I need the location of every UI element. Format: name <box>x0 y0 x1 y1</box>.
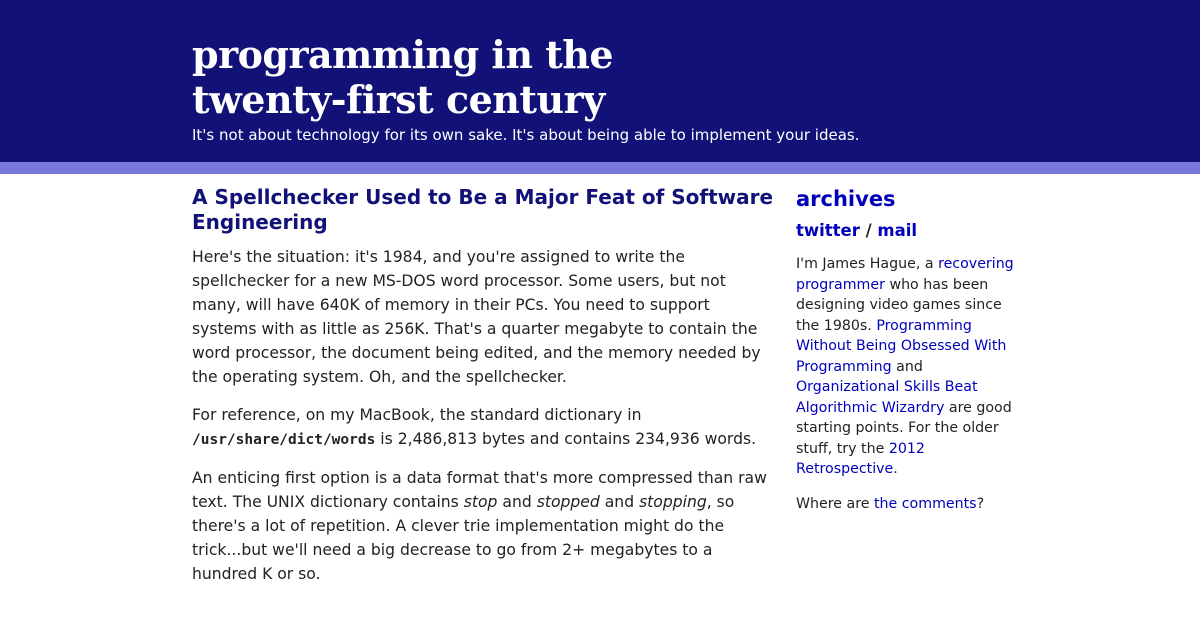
header-stripe <box>0 162 1200 174</box>
paragraph: An enticing first option is a data format that's more compressed than raw text. The UNIX dictionary contains stop and stopped and stopping, so there's a lot of repetition. A clever trie implementation might do the trick...but we'll need a big decrease to go from 2+ megabytes to a hundred K or so. <box>192 469 767 583</box>
twitter-link[interactable]: twitter <box>796 221 860 240</box>
tagline: It's not about technology for its own sake. It's about being able to implement your ideas. <box>192 126 860 144</box>
mail-link[interactable]: mail <box>877 221 918 240</box>
site-title[interactable]: programming in the twenty-first century <box>192 32 614 122</box>
social-links: twitter / mail <box>796 221 918 240</box>
site-header <box>0 0 1200 162</box>
sidebar <box>796 185 1018 528</box>
comments-note: Where are the comments? <box>796 495 985 512</box>
article-title: A Spellchecker Used to Be a Major Feat of Software Engineering <box>192 185 774 234</box>
article <box>192 185 774 600</box>
paragraph: Here's the situation: it's 1984, and you're assigned to write the spellchecker for a new MS-DOS word processor. Some users, but not many, will have 640K of memory in their PCs. You need to support systems with as little as 256K. That's a quarter megabyte to contain the word processor, the document being edited, and the memory needed by the operating system. Oh, and the spellchecker. <box>192 248 761 386</box>
paragraph: For reference, on my MacBook, the standard dictionary in /usr/share/dict/words is 2,486,813 bytes and contains 234,936 words. <box>192 406 757 448</box>
retrospective-link[interactable]: 2012 Retrospective <box>796 440 925 477</box>
recovering-programmer-link[interactable]: recovering programmer <box>796 256 1014 293</box>
file-path: /usr/share/dict/words <box>192 432 376 448</box>
archives-link[interactable]: archives <box>796 187 896 211</box>
comments-link[interactable]: the comments <box>873 495 977 512</box>
bio: I'm James Hague, a recovering programmer who has been designing video games since the 1980s. Programming Without Being Obsessed With Programming and Organizational Skills Beat Algorithmic Wizardry are good starting points. For the older stuff, try the 2012 Retrospective. <box>796 256 1014 477</box>
organizational-skills-link[interactable]: Organizational Skills Beat Algorithmic Wizardry <box>796 379 978 416</box>
programming-without-obsessed-link[interactable]: Programming Without Being Obsessed With Programming <box>796 317 1007 375</box>
